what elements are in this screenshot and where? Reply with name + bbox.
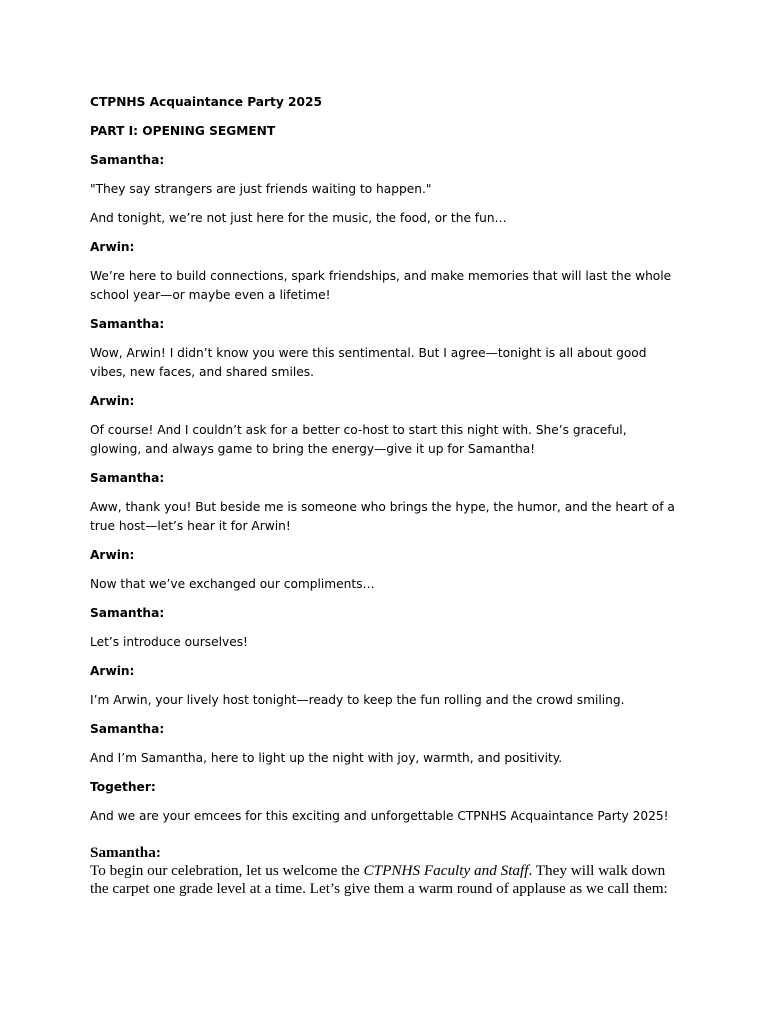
dialogue-line: And tonight, we’re not just here for the music, the food, or the fun…	[90, 211, 507, 225]
dialogue-line: Aww, thank you! But beside me is someone who brings the hype, the humor, and the heart of a true host—let’s hear it for Arwin!	[90, 500, 675, 533]
speaker-label: Samantha:	[90, 471, 165, 485]
closing-text-end: . They will walk down the carpet one grade level at a time. Let’s give them a warm round of applause as we call them:	[90, 862, 668, 897]
emphasized-text: CTPNHS Faculty and Staff	[363, 862, 529, 879]
speaker-label: Arwin:	[90, 394, 135, 408]
speaker-label: Samantha:	[90, 153, 165, 167]
document-body	[90, 93, 680, 836]
speaker-label: Arwin:	[90, 240, 135, 254]
speaker-label: Samantha:	[90, 844, 161, 861]
dialogue-line: Now that we’ve exchanged our compliments…	[90, 577, 375, 591]
speaker-label: Together:	[90, 780, 156, 794]
speaker-label: Samantha:	[90, 722, 165, 736]
dialogue-line: And I’m Samantha, here to light up the night with joy, warmth, and positivity.	[90, 751, 563, 765]
section-heading: PART I: OPENING SEGMENT	[90, 124, 276, 138]
document-title: CTPNHS Acquaintance Party 2025	[90, 95, 322, 109]
dialogue-line	[90, 862, 680, 898]
dialogue-line: "They say strangers are just friends waiting to happen."	[90, 182, 432, 196]
dialogue-line: Wow, Arwin! I didn’t know you were this sentimental. But I agree—tonight is all about good vibes, new faces, and shared smiles.	[90, 346, 647, 379]
dialogue-line: Let’s introduce ourselves!	[90, 635, 248, 649]
speaker-label: Arwin:	[90, 664, 135, 678]
speaker-label: Samantha:	[90, 317, 165, 331]
dialogue-line: And we are your emcees for this exciting and unforgettable CTPNHS Acquaintance Party 2025!	[90, 809, 669, 823]
closing-text-start: To begin our celebration, let us welcome the	[90, 862, 364, 879]
closing-paragraph	[90, 844, 680, 898]
dialogue-line: Of course! And I couldn’t ask for a better co-host to start this night with. She’s graceful, glowing, and always game to bring the energy—give it up for Samantha!	[90, 423, 627, 456]
dialogue-line: We’re here to build connections, spark friendships, and make memories that will last the whole school year—or maybe even a lifetime!	[90, 269, 672, 302]
speaker-label: Samantha:	[90, 606, 165, 620]
dialogue-line: I’m Arwin, your lively host tonight—ready to keep the fun rolling and the crowd smiling.	[90, 693, 625, 707]
speaker-label: Arwin:	[90, 548, 135, 562]
